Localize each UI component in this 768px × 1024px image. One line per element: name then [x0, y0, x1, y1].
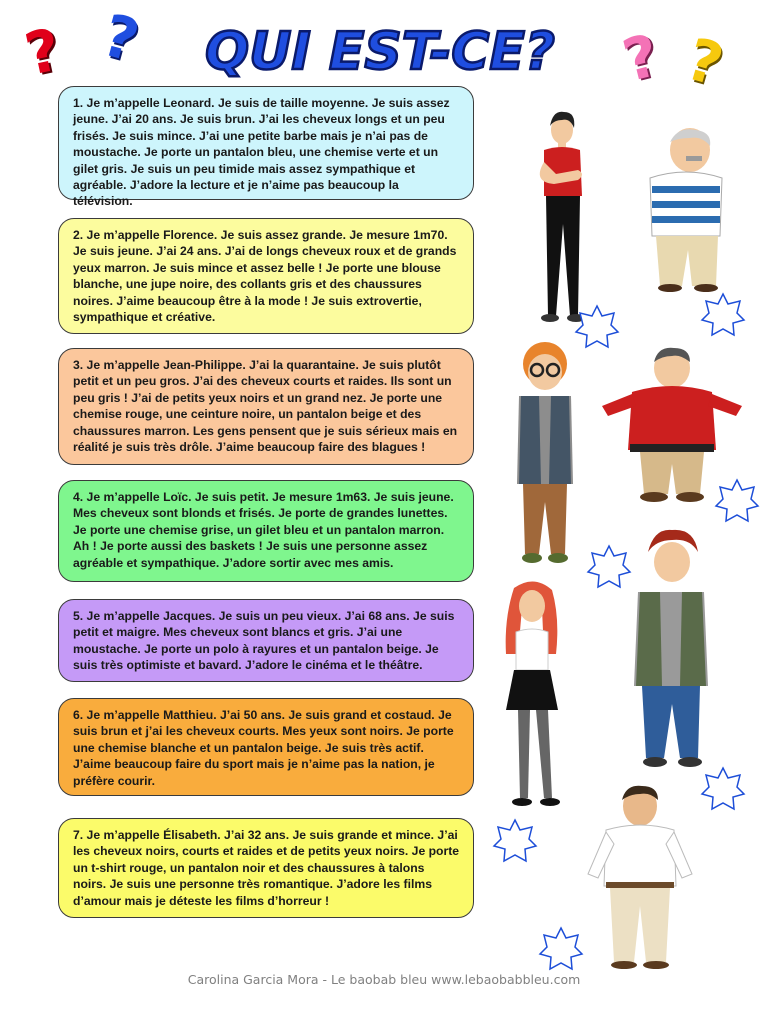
- description-7: 7. Je m’appelle Élisabeth. J’ai 32 ans. Je suis grande et mince. J’ai les cheveux noirs, courts et raides et de petits yeux noirs. Je porte un t-shirt rouge, un pantalon noir et des chaussures à talons noirs. Je suis une personne très romantique. J’adore les films d’amour mais je déteste les films d’horreur !: [58, 818, 474, 918]
- page-title: [160, 14, 600, 84]
- star-5-icon: [700, 766, 746, 812]
- star-7-icon: [538, 926, 584, 972]
- red-hair-woman-figure: [486, 578, 582, 814]
- boy-glasses-figure: [505, 334, 585, 566]
- description-2: 2. Je m’appelle Florence. Je suis assez grande. Je mesure 1m70. Je suis jeune. J’ai 24 ans. J’ai de longs cheveux roux et de grands yeux marron. Je suis mince et assez belle ! Je porte une blouse blanche, une jupe noire, des collants gris et des chaussures noires. J’aime beaucoup être à la mode ! Je suis extrovertie, sympathique et créative.: [58, 218, 474, 334]
- description-3: 3. Je m’appelle Jean-Philippe. J’ai la quarantaine. Je suis plutôt petit et un peu gros. J’ai des cheveux courts et raides. Ils sont un peu gris ! J’ai de petits yeux noirs et un grand nez. Je porte une chemise rouge, une ceinture noire, un pantalon beige et des chaussures marron. Les gens pensent que je suis sérieux mais en réalité je suis très drôle. J’aime beaucoup faire des blagues !: [58, 348, 474, 465]
- red-question-mark-icon: ?: [19, 15, 67, 89]
- star-6-icon: [492, 818, 538, 864]
- star-2-icon: [700, 292, 746, 338]
- description-1: 1. Je m’appelle Leonard. Je suis de taille moyenne. Je suis assez jeune. J’ai 20 ans. Je suis brun. J’ai les cheveux longs et un peu frisés. Je suis mince. J’ai une petite barbe mais je n’ai pas de moustache. Je porte un pantalon bleu, une chemise verte et un gilet gris. Je suis un peu timide mais assez sympathique et agréable. J’adore la lecture et je n’aime pas beaucoup la télévision.: [58, 86, 474, 200]
- description-4: 4. Je m’appelle Loïc. Je suis petit. Je mesure 1m63. Je suis jeune. Mes cheveux sont blonds et frisés. Je porte de grandes lunettes. Je porte une chemise grise, un gilet bleu et un pantalon marron. Ah ! Je porte aussi des baskets ! Je suis une personne assez agréable et sympathique. J’adore sortir avec mes amis.: [58, 480, 474, 582]
- star-4-icon: [586, 544, 632, 590]
- star-3-icon: [714, 478, 760, 524]
- woman-red-shirt-figure: [520, 104, 610, 326]
- credit-line: Carolina Garcia Mora - Le baobab bleu www.lebaobabbleu.com: [187, 972, 581, 987]
- old-man-striped-polo-figure: [632, 126, 736, 294]
- pink-question-mark-icon: ?: [616, 20, 666, 96]
- yellow-question-mark-icon: ?: [679, 24, 731, 100]
- young-man-gilet-figure: [620, 526, 720, 774]
- blue-question-mark-icon: ?: [95, 0, 146, 76]
- description-5: 5. Je m’appelle Jacques. Je suis un peu vieux. J’ai 68 ans. Je suis petit et maigre. Mes cheveux sont blancs et gris. J’ai une moustache. Je porte un polo à rayures et un pantalon beige. Je suis très optimiste et bavard. J’adore le cinéma et le théâtre.: [58, 599, 474, 682]
- man-white-shirt-figure: [582, 782, 698, 972]
- description-6: 6. Je m’appelle Matthieu. J’ai 50 ans. Je suis grand et costaud. Je suis brun et j’ai les cheveux courts. Mes yeux sont noirs. Je porte une chemise blanche et un pantalon beige. Je suis très actif. J’aime beaucoup faire du sport mais je n’aime pas la nation, je préfère courir.: [58, 698, 474, 796]
- star-1-icon: [574, 304, 620, 350]
- title-text: QUI EST-CE?: [204, 22, 556, 82]
